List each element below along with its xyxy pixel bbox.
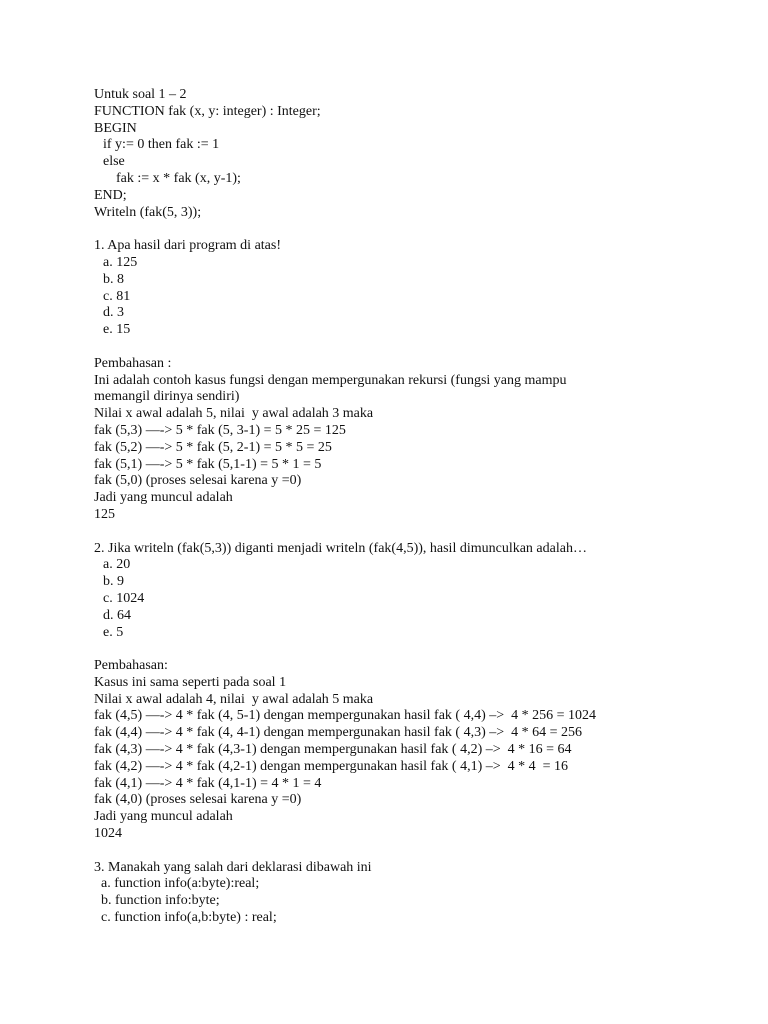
option-item: b. 9 xyxy=(103,574,124,590)
document-body xyxy=(94,87,754,927)
option-item: e. 15 xyxy=(103,322,131,338)
discussion-line: memangil dirinya sendiri) xyxy=(94,389,240,405)
spacer xyxy=(94,641,754,658)
discussion-title: Pembahasan : xyxy=(94,355,172,371)
option-item: d. 64 xyxy=(103,607,131,623)
spacer xyxy=(94,339,754,356)
discussion-line: fak (4,2) —-> 4 * fak (4,2-1) dengan mempergunakan hasil fak ( 4,1) –> 4 * 4 = 16 xyxy=(94,758,569,774)
discussion-line: fak (4,4) —-> 4 * fak (4, 4-1) dengan mempergunakan hasil fak ( 4,3) –> 4 * 64 = 256 xyxy=(94,725,583,741)
discussion-line: 1024 xyxy=(94,826,122,842)
question-1: 1. Apa hasil dari program di atas! xyxy=(94,238,282,254)
code-line: BEGIN xyxy=(94,120,137,136)
discussion-line: fak (4,3) —-> 4 * fak (4,3-1) dengan mempergunakan hasil fak ( 4,2) –> 4 * 16 = 64 xyxy=(94,742,572,758)
code-line: if y:= 0 then fak := 1 xyxy=(103,137,220,153)
spacer xyxy=(94,221,754,238)
spacer xyxy=(94,843,754,860)
option-item: c. 81 xyxy=(103,288,131,304)
code-line: FUNCTION fak (x, y: integer) : Integer; xyxy=(94,103,321,119)
question-3: 3. Manakah yang salah dari deklarasi dibawah ini xyxy=(94,859,372,875)
option-item: c. function info(a,b:byte) : real; xyxy=(101,910,277,926)
discussion-line: fak (5,1) —-> 5 * fak (5,1-1) = 5 * 1 = 5 xyxy=(94,456,322,472)
option-item: b. 8 xyxy=(103,271,124,287)
code-line: fak := x * fak (x, y-1); xyxy=(116,170,241,186)
discussion-line: Kasus ini sama seperti pada soal 1 xyxy=(94,674,287,690)
discussion-title: Pembahasan: xyxy=(94,658,168,674)
option-item: a. function info(a:byte):real; xyxy=(101,876,260,892)
option-item: b. function info:byte; xyxy=(101,893,220,909)
discussion-line: 125 xyxy=(94,506,115,522)
code-line: else xyxy=(103,154,125,170)
discussion-line: Nilai x awal adalah 4, nilai y awal adalah 5 maka xyxy=(94,691,374,707)
question-2: 2. Jika writeln (fak(5,3)) diganti menjadi writeln (fak(4,5)), hasil dimunculkan adalah… xyxy=(94,540,587,556)
intro-line: Untuk soal 1 – 2 xyxy=(94,87,187,102)
discussion-line: Jadi yang muncul adalah xyxy=(94,809,233,825)
discussion-line: Nilai x awal adalah 5, nilai y awal adalah 3 maka xyxy=(94,406,374,422)
code-line: END; xyxy=(94,187,127,203)
option-item: c. 1024 xyxy=(103,590,145,606)
option-item: d. 3 xyxy=(103,305,124,321)
code-line: Writeln (fak(5, 3)); xyxy=(94,204,202,220)
discussion-line: Ini adalah contoh kasus fungsi dengan mempergunakan rekursi (fungsi yang mampu xyxy=(94,372,567,388)
discussion-line: fak (5,0) (proses selesai karena y =0) xyxy=(94,473,302,489)
option-item: e. 5 xyxy=(103,624,124,640)
discussion-line: fak (4,1) —-> 4 * fak (4,1-1) = 4 * 1 = 4 xyxy=(94,775,322,791)
spacer xyxy=(94,524,754,541)
discussion-line: fak (4,0) (proses selesai karena y =0) xyxy=(94,792,302,808)
discussion-line: fak (5,2) —-> 5 * fak (5, 2-1) = 5 * 5 = 25 xyxy=(94,439,332,455)
option-item: a. 20 xyxy=(103,557,131,573)
discussion-line: fak (4,5) —-> 4 * fak (4, 5-1) dengan mempergunakan hasil fak ( 4,4) –> 4 * 256 = 1024 xyxy=(94,708,597,724)
discussion-line: fak (5,3) —-> 5 * fak (5, 3-1) = 5 * 25 = 125 xyxy=(94,422,346,438)
option-item: a. 125 xyxy=(103,254,138,270)
discussion-line: Jadi yang muncul adalah xyxy=(94,490,233,506)
